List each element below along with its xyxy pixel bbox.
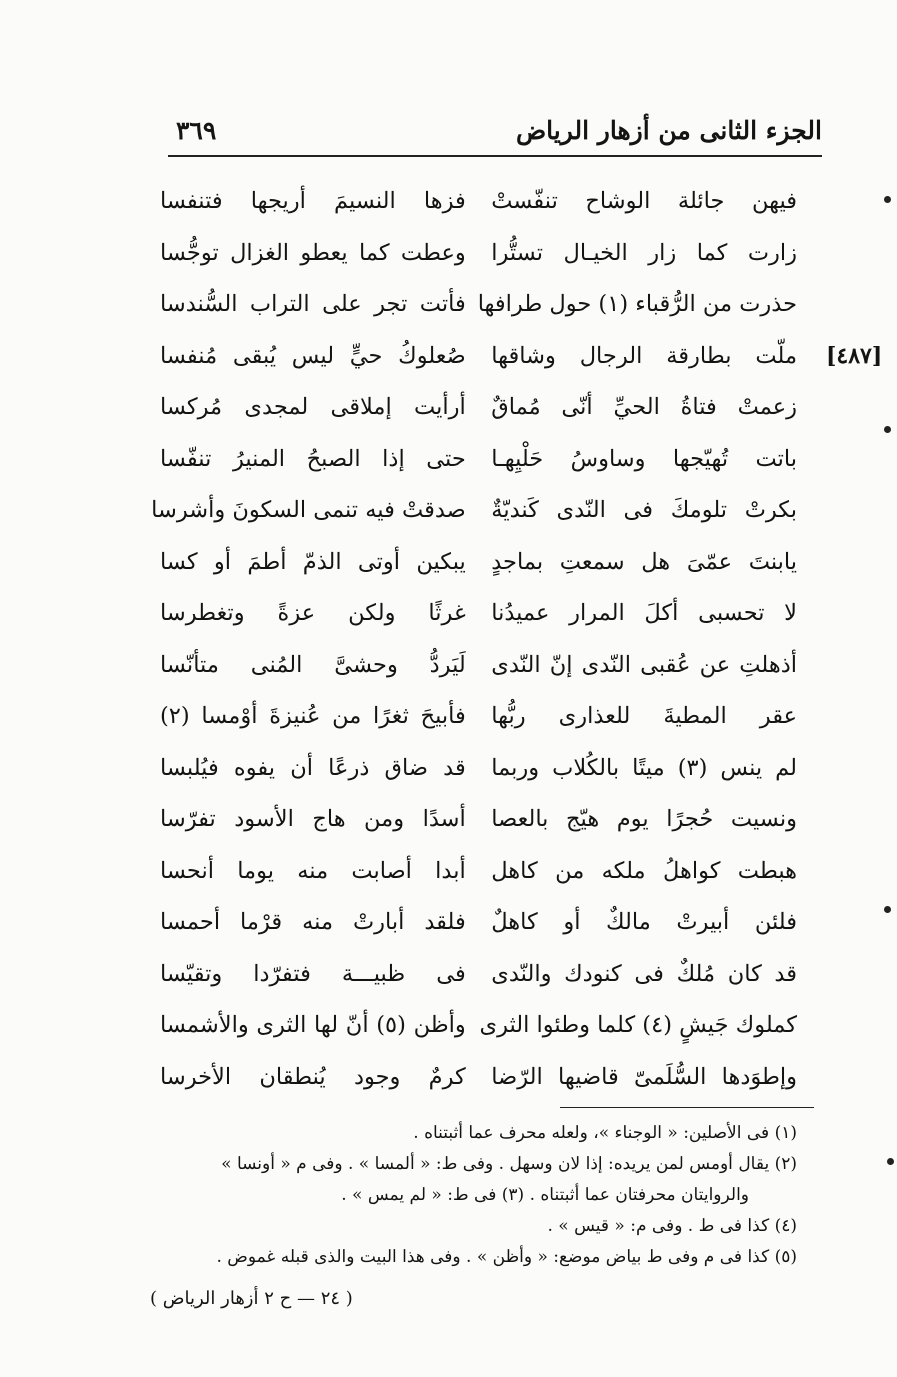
second-hemistich: لَيَردُّ وحشىَّ المُنى متأنّسا: [160, 651, 466, 678]
second-hemistich: يبكين أوتى الذمّ أطمَ أو كسا: [160, 548, 466, 575]
second-hemistich: فلقد أبارتْ منه قرْما أحمسا: [160, 909, 466, 935]
first-hemistich: حذرت من الرُّقباء (١) حول طرافها: [477, 291, 797, 317]
second-hemistich: صدقتْ فيه تنمى السكونَ وأشرسا: [151, 497, 466, 523]
footnote: (٤) كذا فى ط . وفى م: « قيس » .: [547, 1216, 797, 1236]
first-hemistich: لم ينس (٣) ميتًا بالكُلاب وربما: [491, 754, 797, 781]
verse-line: [160, 953, 797, 1005]
verse-line: [160, 695, 797, 747]
verse-line: [160, 747, 797, 799]
verse-line: [151, 489, 797, 541]
footnote: (١) فى الأصلين: « الوجناء »، ولعله محرف عما أثبتناه .: [413, 1123, 797, 1143]
first-hemistich: فلئن أبيرتْ مالكٌ أو كاهلٌ: [491, 909, 797, 935]
second-hemistich: كرمٌ وجود يُنطقان الأخرسا: [160, 1063, 466, 1090]
first-hemistich: هبطت كواهلُ ملكه من كاهل: [491, 857, 797, 884]
second-hemistich: وأظن (٥) أنّ لها الثرى والأشمسا: [160, 1012, 466, 1038]
first-hemistich: زارت كما زار الخيـال تستُّرا: [491, 239, 797, 266]
second-hemistich: وعطت كما يعطو الغزال توجُّسا: [160, 239, 466, 266]
first-hemistich: ونسيت حُجرًا يوم هيّج بالعصا: [491, 806, 797, 832]
first-hemistich: فيهن جائلة الوشاح تنفّستْ: [491, 188, 797, 214]
margin-mark: [884, 196, 891, 203]
verse-line: [160, 1004, 797, 1056]
first-hemistich: عقر المطيةَ للعذارى ربُّها: [491, 703, 797, 729]
first-hemistich: ملّت بطارقة الرجال وشاقها: [491, 342, 797, 369]
first-hemistich: قد كان مُلكٌ فى كنودك والنّدى: [491, 960, 797, 987]
verse-line: [160, 1056, 797, 1108]
footnote: (٥) كذا فى م وفى ط بياض موضع: « وأظن » . وفى هذا البيت والذى قبله غموض .: [216, 1247, 797, 1267]
second-hemistich: قد ضاق ذرعًا أن يفوه فيُلبسا: [160, 754, 466, 781]
second-hemistich: فأتت تجر على التراب السُّندسا: [160, 291, 466, 317]
verse-line: [160, 438, 797, 490]
second-hemistich: فى ظبيـــة فتفرّدا وتقيّسا: [160, 960, 466, 987]
first-hemistich: كملوك جَيشٍ (٤) كلما وطئوا الثرى: [479, 1012, 797, 1038]
first-hemistich: زعمتْ فتاةُ الحيِّ أنّى مُماقٌ: [491, 394, 797, 420]
verse-line: [160, 335, 797, 387]
margin-mark: [884, 906, 891, 913]
header-rule: [168, 155, 822, 157]
second-hemistich: غرثًا ولكن عزةً وتغطرسا: [160, 600, 466, 626]
footnote: والروايتان محرفتان عما أثبتناه . (٣) فى ط: « لم يمس » .: [341, 1185, 749, 1205]
running-title: الجزء الثانى من أزهار الرياض: [515, 116, 822, 145]
footnote: (٢) يقال أومس لمن يريده: إذا لان وسهل . وفى ط: « ألمسا » . وفى م « أونسا »: [221, 1154, 797, 1174]
second-hemistich: فأبيحَ ثغرًا من عُنيزةَ أوْمسا (٢): [160, 703, 466, 729]
first-hemistich: باتت تُهيّجها وساوسُ حَلْيِهـا: [491, 445, 797, 472]
verse-line: [160, 592, 797, 644]
verse-line: [160, 232, 797, 284]
verse-line: [160, 850, 797, 902]
verse-line: [160, 180, 797, 232]
margin-mark: [884, 426, 891, 433]
first-hemistich: بكرتْ تلومكَ فى النّدى كَنديّةٌ: [491, 497, 797, 523]
second-hemistich: فزها النسيمَ أريجها فتنفسا: [160, 188, 466, 214]
first-hemistich: لا تحسبى أكلَ المرار عميدُنا: [491, 600, 797, 626]
first-hemistich: وإطوَدها السُّلَمىّ قاضيها الرّضا: [491, 1063, 797, 1090]
verse-line: [160, 644, 797, 696]
running-header: [168, 110, 822, 154]
margin-mark: [887, 1158, 894, 1165]
signature-text: ( ٢٤ — ح ٢ أزهار الرياض ): [150, 1288, 353, 1309]
second-hemistich: حتى إذا الصبحُ المنيرُ تنفّسا: [160, 445, 466, 472]
verse-line: [160, 541, 797, 593]
second-hemistich: أرأيت إملاقى لمجدى مُركسا: [160, 394, 466, 420]
verse-line: [160, 798, 797, 850]
first-hemistich: يابنتَ عمّىَ هل سمعتِ بماجدٍ: [491, 548, 797, 575]
footnotes: [160, 1118, 797, 1273]
footnote-rule: [560, 1107, 814, 1108]
poem: [151, 180, 797, 1107]
second-hemistich: أبدا أصابت منه يوما أنحسا: [160, 857, 466, 884]
verse-line: [160, 283, 797, 335]
first-hemistich: أذهلتِ عن عُقبى النّدى إنّ النّدى: [491, 651, 797, 678]
second-hemistich: أسدًا ومن هاج الأسود تفرّسا: [160, 806, 466, 832]
verse-line: [160, 386, 797, 438]
verse-line: [160, 901, 797, 953]
margin-page-reference: [٤٨٧]: [826, 343, 883, 369]
page-number: ٣٦٩: [176, 116, 217, 145]
second-hemistich: صُعلوكُ حيٍّ ليس يُبقى مُنفسا: [160, 342, 466, 369]
